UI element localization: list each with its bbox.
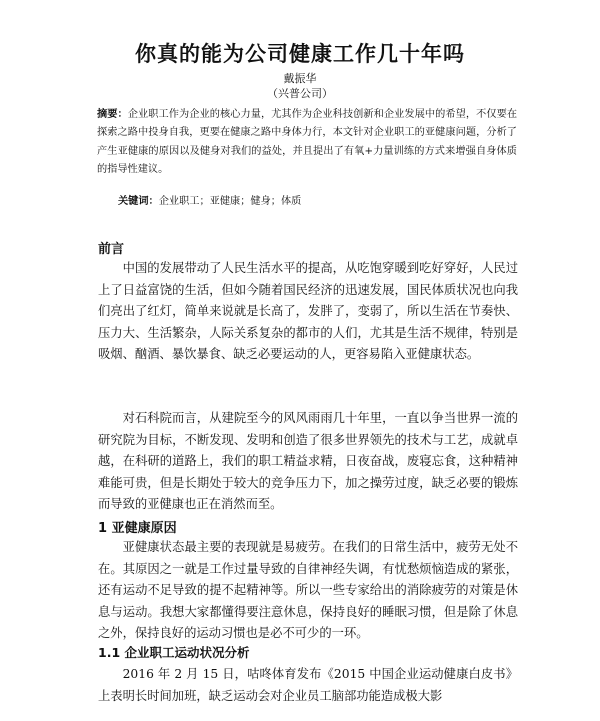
author-affiliation: （兴普公司） <box>267 87 333 100</box>
section-heading-1-1: 1.1 企业职工运动状况分析 <box>98 645 250 660</box>
paper-title: 你真的能为公司健康工作几十年吗 <box>135 42 465 66</box>
abstract <box>97 106 517 180</box>
keywords-text: 企业职工；亚健康；健身；体质 <box>158 196 302 207</box>
section-1-paragraph: 亚健康状态最主要的表现就是易疲劳。在我们的日常生活中，疲劳无处不在。其原因之一就是工作过量导致的自律神经失调，有忧愁烦恼造成的紧张，还有运动不足导致的提不起精神等。所以一些专家给出的消除疲劳的对策是休息与运动。我想大家都懂得要注意休息，保持良好的睡眠习惯，但是除了休息之外，保持良好的运动习惯也是必不可少的一环。 <box>98 540 518 641</box>
keywords <box>118 192 518 207</box>
abstract-label: 摘要： <box>97 109 128 120</box>
section-1-1-paragraph: 2016 年 2 月 15 日，咕咚体育发布《2015 中国企业运动健康白皮书》上表明长时间加班，缺乏运动会对企业员工脑部功能造成极大影 <box>98 667 518 703</box>
preface-paragraph-2: 对石科院而言，从建院至今的风风雨雨几十年里，一直以争当世界一流的研究院为目标，不断发现、发明和创造了很多世界领先的技术与工艺，成就卓越，在科研的道路上，我们的职工精益求精，日夜奋战，废寝忘食，这种精神难能可贵，但是长期处于较大的竞争压力下，加之操劳过度，缺乏必要的锻炼而导致的亚健康也正在消然而至。 <box>98 411 518 512</box>
author-name: 戴振华 <box>283 72 317 85</box>
abstract-text: 企业职工作为企业的核心力量，尤其作为企业科技创新和企业发展中的希望，不仅要在探索之路中投身自我，更要在健康之路中身体力行，本文针对企业职工的亚健康问题，分析了产生亚健康的原因以及健身对我们的益处，并且提出了有氧+力量训练的方式来增强自身体质的指导性建议。 <box>97 109 518 176</box>
keywords-label: 关键词： <box>118 196 159 207</box>
section-heading-1: 1 亚健康原因 <box>98 521 177 536</box>
preface-paragraph-1: 中国的发展带动了人民生活水平的提高，从吃饱穿暖到吃好穿好，人民过上了日益富饶的生活，但如今随着国民经济的迅速发展，国民体质状况也向我们亮出了红灯，简单来说就是长高了，发胖了，变弱了，所以生活在节奏快、压力大、生活繁杂，人际关系复杂的都市的人们，尤其是生活不规律，特别是吸烟、酗酒、暴饮暴食、缺乏必要运动的人，更容易陷入亚健康状态。 <box>98 261 518 362</box>
section-heading-preface: 前言 <box>98 242 125 257</box>
